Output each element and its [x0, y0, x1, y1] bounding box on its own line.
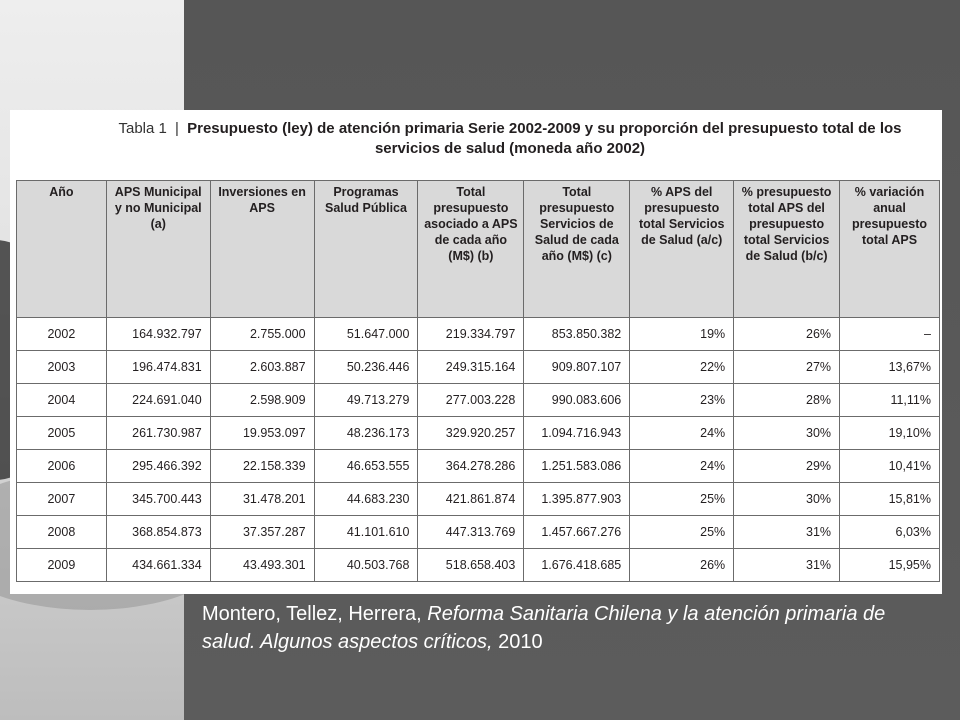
table-cell: 27% — [734, 351, 840, 384]
table-row — [17, 483, 940, 516]
budget-table — [16, 180, 940, 582]
table-cell: 329.920.257 — [418, 417, 524, 450]
year-cell: 2002 — [17, 318, 107, 351]
year-cell: 2006 — [17, 450, 107, 483]
caption-separator: | — [175, 120, 179, 137]
table-cell: – — [840, 318, 940, 351]
table-cell: 518.658.403 — [418, 549, 524, 582]
column-header: Año — [17, 181, 107, 318]
table-cell: 13,67% — [840, 351, 940, 384]
table-row — [17, 318, 940, 351]
table-cell: 1.676.418.685 — [524, 549, 630, 582]
column-header: % APS del presupuesto total Servicios de Salud (a/c) — [630, 181, 734, 318]
table-cell: 28% — [734, 384, 840, 417]
table-cell: 29% — [734, 450, 840, 483]
column-header: Total presupuesto Servicios de Salud de cada año (M$) (c) — [524, 181, 630, 318]
table-cell: 909.807.107 — [524, 351, 630, 384]
table-cell: 345.700.443 — [106, 483, 210, 516]
year-cell: 2003 — [17, 351, 107, 384]
table-cell: 224.691.040 — [106, 384, 210, 417]
table-cell: 43.493.301 — [210, 549, 314, 582]
table-cell: 219.334.797 — [418, 318, 524, 351]
table-cell: 37.357.287 — [210, 516, 314, 549]
table-cell: 261.730.987 — [106, 417, 210, 450]
table-cell: 50.236.446 — [314, 351, 418, 384]
table-row — [17, 516, 940, 549]
table-cell: 1.457.667.276 — [524, 516, 630, 549]
table-cell: 22% — [630, 351, 734, 384]
table-cell: 49.713.279 — [314, 384, 418, 417]
year-cell: 2007 — [17, 483, 107, 516]
table-cell: 164.932.797 — [106, 318, 210, 351]
table-row — [17, 549, 940, 582]
table-cell: 26% — [630, 549, 734, 582]
year-cell: 2008 — [17, 516, 107, 549]
table-cell: 15,81% — [840, 483, 940, 516]
table-image-panel — [10, 110, 942, 594]
citation-work: Reforma Sanitaria Chilena y la atención primaria de salud. Algunos aspectos críticos, — [202, 603, 886, 653]
table-label: Tabla 1 — [118, 120, 167, 137]
table-cell: 295.466.392 — [106, 450, 210, 483]
table-cell: 23% — [630, 384, 734, 417]
table-cell: 1.395.877.903 — [524, 483, 630, 516]
table-cell: 249.315.164 — [418, 351, 524, 384]
table-body — [17, 318, 940, 582]
column-header: APS Municipal y no Municipal (a) — [106, 181, 210, 318]
table-cell: 19,10% — [840, 417, 940, 450]
year-cell: 2009 — [17, 549, 107, 582]
table-cell: 434.661.334 — [106, 549, 210, 582]
table-cell: 447.313.769 — [418, 516, 524, 549]
table-cell: 2.598.909 — [210, 384, 314, 417]
table-cell: 990.083.606 — [524, 384, 630, 417]
table-cell: 26% — [734, 318, 840, 351]
table-cell: 30% — [734, 417, 840, 450]
table-cell: 1.251.583.086 — [524, 450, 630, 483]
table-title: Presupuesto (ley) de atención primaria Serie 2002-2009 y su proporción del presupuesto total de los servicios de salud (moneda año 2002) — [187, 120, 902, 157]
table-cell: 30% — [734, 483, 840, 516]
table-cell: 25% — [630, 483, 734, 516]
table-row — [17, 417, 940, 450]
column-header: % variación anual presupuesto total APS — [840, 181, 940, 318]
table-cell: 25% — [630, 516, 734, 549]
table-header-row — [17, 181, 940, 318]
table-row — [17, 450, 940, 483]
table-cell: 364.278.286 — [418, 450, 524, 483]
table-cell: 1.094.716.943 — [524, 417, 630, 450]
table-row — [17, 351, 940, 384]
table-cell: 46.653.555 — [314, 450, 418, 483]
citation-authors: Montero, Tellez, Herrera, — [202, 603, 422, 625]
year-cell: 2004 — [17, 384, 107, 417]
table-cell: 24% — [630, 450, 734, 483]
table-cell: 6,03% — [840, 516, 940, 549]
table-cell: 22.158.339 — [210, 450, 314, 483]
table-row — [17, 384, 940, 417]
column-header: % presupuesto total APS del presupuesto total Servicios de Salud (b/c) — [734, 181, 840, 318]
citation-year: 2010 — [498, 631, 543, 653]
table-cell: 11,11% — [840, 384, 940, 417]
table-cell: 44.683.230 — [314, 483, 418, 516]
column-header: Programas Salud Pública — [314, 181, 418, 318]
table-cell: 15,95% — [840, 549, 940, 582]
table-cell: 31.478.201 — [210, 483, 314, 516]
year-cell: 2005 — [17, 417, 107, 450]
column-header: Inversiones en APS — [210, 181, 314, 318]
table-cell: 31% — [734, 516, 840, 549]
table-cell: 368.854.873 — [106, 516, 210, 549]
citation — [202, 600, 942, 656]
table-cell: 2.603.887 — [210, 351, 314, 384]
column-header: Total presupuesto asociado a APS de cada año (M$) (b) — [418, 181, 524, 318]
table-cell: 277.003.228 — [418, 384, 524, 417]
table-cell: 48.236.173 — [314, 417, 418, 450]
table-cell: 10,41% — [840, 450, 940, 483]
table-cell: 853.850.382 — [524, 318, 630, 351]
table-cell: 2.755.000 — [210, 318, 314, 351]
table-cell: 196.474.831 — [106, 351, 210, 384]
table-cell: 421.861.874 — [418, 483, 524, 516]
table-cell: 19.953.097 — [210, 417, 314, 450]
table-caption — [100, 119, 920, 159]
table-cell: 24% — [630, 417, 734, 450]
table-cell: 19% — [630, 318, 734, 351]
table-cell: 51.647.000 — [314, 318, 418, 351]
table-cell: 41.101.610 — [314, 516, 418, 549]
table-cell: 40.503.768 — [314, 549, 418, 582]
table-cell: 31% — [734, 549, 840, 582]
